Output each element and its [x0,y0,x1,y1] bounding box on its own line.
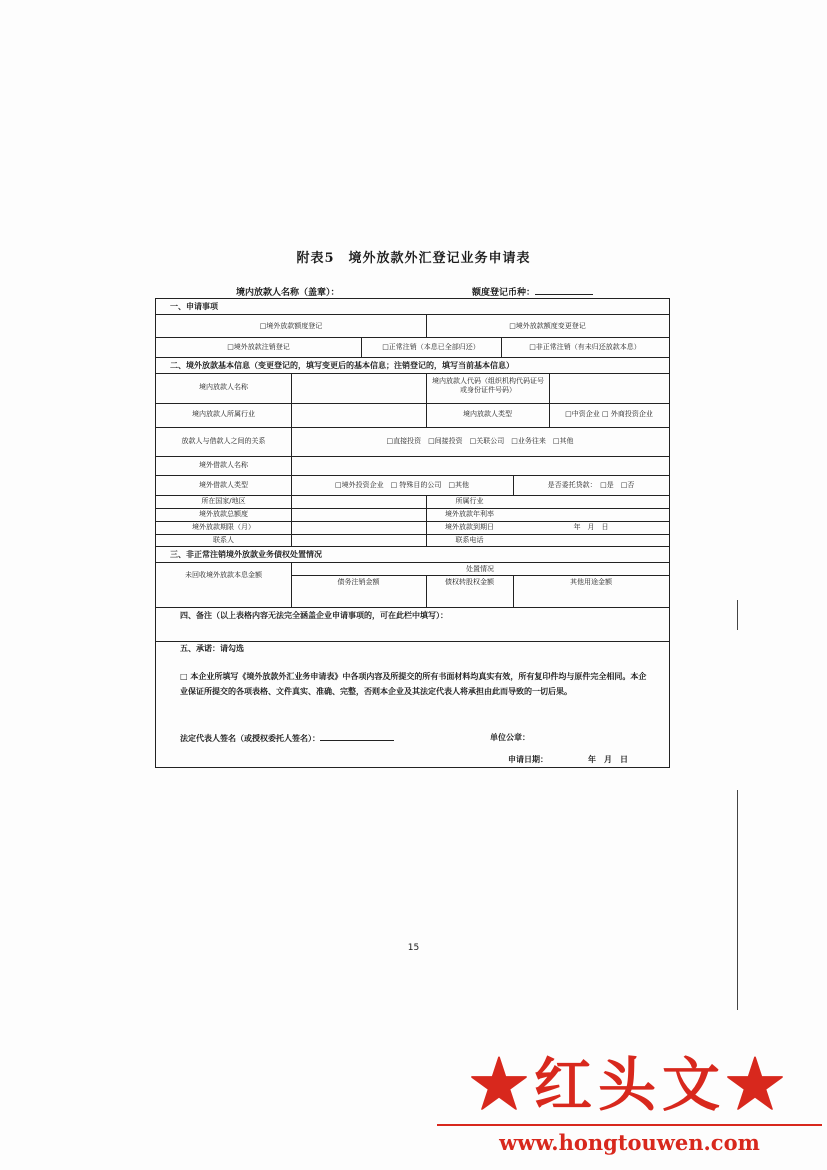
option-normal-cancellation[interactable]: □正常注销（本息已全部归还） [382,343,480,351]
company-seal-label: 单位公章： [490,733,530,742]
label-lender-industry: 境内放款人所属行业 [192,410,255,418]
label-annual-rate: 境外放款年利率 [445,510,494,518]
relation-options[interactable]: □直接投资 □间接投资 □关联公司 □业务往来 □其他 [386,437,574,445]
section1-heading: 一、申请事项 [170,302,218,311]
col-debt-to-equity: 债权转股权金额 [445,578,494,586]
application-form [155,298,670,768]
currency-field[interactable] [472,285,593,298]
lender-name-label: 境内放款人名称（盖章）： [236,288,340,298]
label-lender-code: 境内放款人代码（组织机构代码证号或身份证件号码） [432,377,544,394]
label-lender-type: 境内放款人类型 [463,410,512,418]
section5-heading: 五、承诺：请勾选 [180,644,244,653]
entrusted-loan-options[interactable]: 是否委托贷款： □是 □否 [547,481,635,489]
watermark-url: www.hongtouwen.com [499,1130,760,1155]
label-relation: 放款人与借款人之间的关系 [181,437,266,445]
label-lender-name: 境内放款人名称 [199,383,248,391]
label-term: 境外放款期限（月） [192,523,255,531]
col-other-use: 其他用途金额 [570,578,612,586]
label-contact: 联系人 [213,536,234,544]
section2-heading: 二、境外放款基本信息（变更登记的，填写变更后的基本信息；注销登记的，填写当前基本信息） [170,361,514,370]
option-quota-registration[interactable]: □境外放款额度登记 [259,322,323,330]
rep-signature-label: 法定代表人签名（或授权委托人签名）： [180,734,320,743]
lender-type-options[interactable]: □中资企业 □ 外商投资企业 [565,410,653,418]
section4-heading: 四、备注（以上表格内容无法完全涵盖企业申请事项的，可在此栏中填写）： [180,611,448,620]
label-country: 所在国家/地区 [201,497,246,505]
borrower-type-options[interactable]: □境外投资企业 □ 特殊目的公司 □其他 [334,481,470,489]
rep-signature-blank [320,732,394,741]
page-number: 15 [407,943,420,953]
label-industry: 所属行业 [455,497,484,505]
currency-blank [535,286,593,295]
label-phone: 联系电话 [455,536,484,544]
label-unrecovered-amount: 未回收境外放款本息金额 [185,571,262,579]
label-borrower-type: 境外借款人类型 [199,481,248,489]
option-cancellation-registration[interactable]: □境外放款注销登记 [227,343,290,351]
label-disposal: 处置情况 [466,565,494,573]
label-borrower-name: 境外借款人名称 [199,461,248,469]
expiry-date-value[interactable]: 年 月 日 [573,523,609,531]
currency-label: 额度登记币种： [472,288,536,298]
label-total-amount: 境外放款总额度 [199,510,248,518]
application-date-label: 申请日期： [508,755,548,764]
option-quota-change-registration[interactable]: □境外放款额度变更登记 [509,322,586,330]
option-abnormal-cancellation[interactable]: □非正常注销（有未归还放款本息） [529,343,641,351]
watermark-brand: ★红头文★ [469,1051,790,1119]
rep-signature-field[interactable] [180,732,394,744]
application-date-value[interactable]: 年 月 日 [588,755,628,764]
watermark-divider [437,1124,822,1126]
commitment-paragraph[interactable]: □ 本企业所填写《境外放款外汇业务申请表》中各项内容及所提交的所有书面材料均真实有效，所有复印件均与原件完全相同。本企业保证所提交的各项表格、文件真实、准确、完整，否则本企业及其法定代表人将承担由此而导致的一切后果。 [180,672,647,696]
section3-heading: 三、非正常注销境外放款业务债权处置情况 [170,550,322,559]
form-title: 附表5 境外放款外汇登记业务申请表 [296,251,531,266]
col-debt-cancellation: 债务注销金额 [337,578,380,586]
label-expiry: 境外放款到期日 [445,523,494,531]
